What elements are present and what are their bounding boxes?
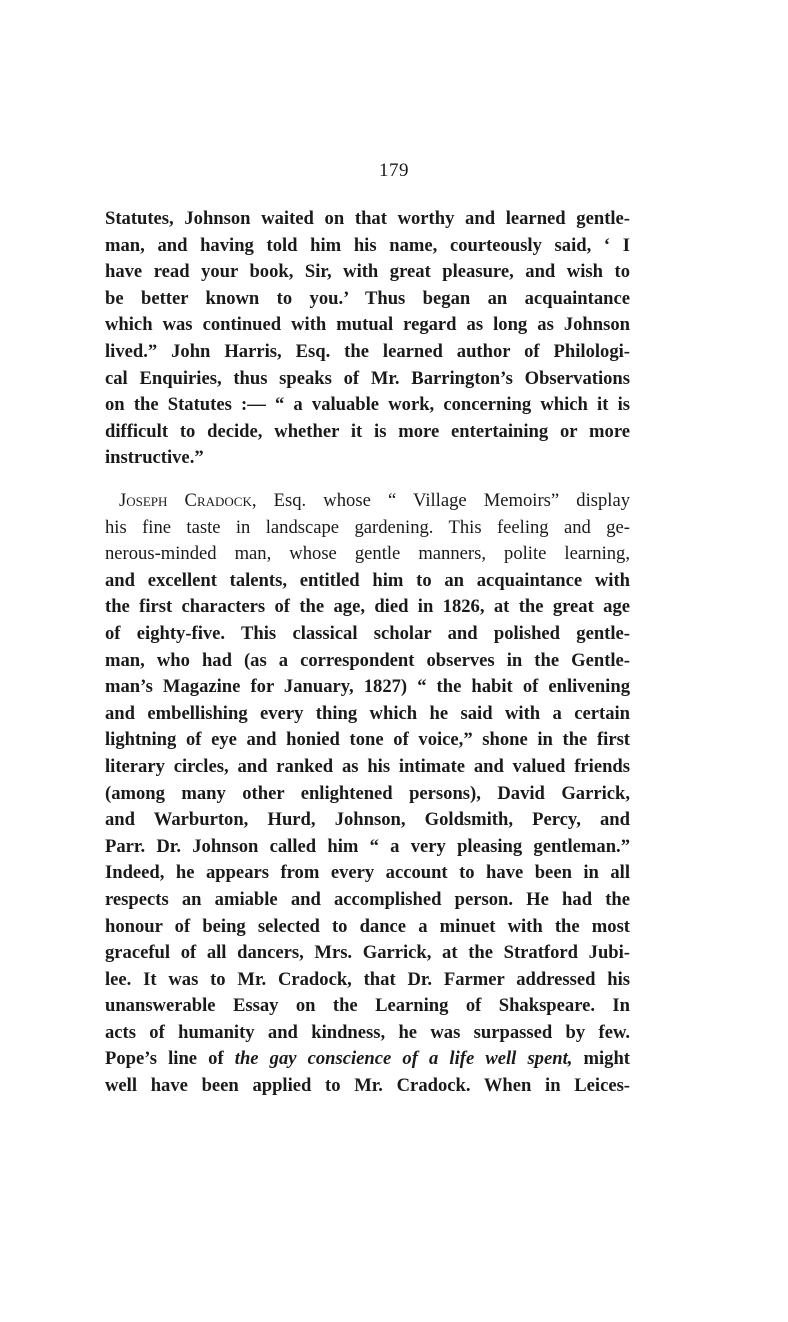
text-line: cal Enquiries, thus speaks of Mr. Barrington’s Observations bbox=[105, 367, 630, 389]
text-line-pope bbox=[105, 1046, 630, 1073]
text-line: Statutes, Johnson waited on that worthy and learned gentle- bbox=[105, 208, 630, 229]
text-line: lee. It was to Mr. Cradock, that Dr. Farmer addressed his bbox=[105, 968, 630, 990]
italic-quote: the gay conscience of a life well spent, bbox=[234, 1048, 573, 1070]
text-line: which was continued with mutual regard as long as Johnson bbox=[105, 314, 630, 336]
text-line: man, who had (as a correspondent observes in the Gentle- bbox=[105, 649, 630, 671]
text-line: Parr. Dr. Johnson called him “ a very pleasing gentleman.” bbox=[105, 835, 630, 857]
text-line: on the Statutes :— “ a valuable work, concerning which it is bbox=[105, 394, 630, 416]
text-line: instructive.” bbox=[105, 447, 204, 469]
name-small-caps: Joseph Cradock, bbox=[119, 490, 257, 511]
text-line: be better known to you.’ Thus began an acquaintance bbox=[105, 287, 630, 309]
paragraph-statutes bbox=[105, 206, 630, 472]
text-line: and embellishing every thing which he said with a certain bbox=[105, 702, 630, 724]
text-line-first bbox=[105, 488, 630, 515]
text-line: acts of humanity and kindness, he was surpassed by few. bbox=[105, 1021, 630, 1043]
text-line: and excellent talents, entitled him to an acquaintance with bbox=[105, 569, 630, 591]
text-line: respects an amiable and accomplished person. He had the bbox=[105, 888, 630, 910]
text-line: literary circles, and ranked as his intimate and valued friends bbox=[105, 755, 630, 777]
text-line: nerous-minded man, whose gentle manners, polite learning, bbox=[105, 543, 630, 565]
text-line: the first characters of the age, died in 1826, at the great age bbox=[105, 596, 630, 618]
page-number: 179 bbox=[379, 160, 409, 181]
text-segment: Esq. whose “ Village Memoirs” display bbox=[256, 490, 630, 511]
text-line: of eighty-five. This classical scholar and polished gentle- bbox=[105, 622, 630, 644]
text-line: lightning of eye and honied tone of voice,” shone in the first bbox=[105, 729, 630, 751]
text-line: difficult to decide, whether it is more entertaining or more bbox=[105, 420, 630, 442]
text-line: unanswerable Essay on the Learning of Shakspeare. In bbox=[105, 995, 630, 1017]
text-line: his fine taste in landscape gardening. This feeling and ge- bbox=[105, 516, 630, 538]
text-line: lived.” John Harris, Esq. the learned author of Philologi- bbox=[105, 340, 630, 362]
text-line: well have been applied to Mr. Cradock. When in Leices- bbox=[105, 1075, 630, 1097]
paragraph-cradock bbox=[105, 488, 630, 1100]
text-segment: Pope’s line of bbox=[105, 1048, 235, 1070]
text-line: (among many other enlightened persons), David Garrick, bbox=[105, 782, 630, 804]
text-line: Indeed, he appears from every account to have been in all bbox=[105, 862, 630, 884]
text-line: and Warburton, Hurd, Johnson, Goldsmith, Percy, and bbox=[105, 809, 630, 831]
text-line: honour of being selected to dance a minuet with the most bbox=[105, 915, 630, 937]
text-line: have read your book, Sir, with great pleasure, and wish to bbox=[105, 261, 630, 283]
text-line: man’s Magazine for January, 1827) “ the habit of enlivening bbox=[105, 676, 630, 698]
text-line: man, and having told him his name, courteously said, ‘ I bbox=[105, 234, 630, 256]
text-segment: might bbox=[572, 1048, 630, 1070]
text-line: graceful of all dancers, Mrs. Garrick, at the Stratford Jubi- bbox=[105, 942, 630, 964]
